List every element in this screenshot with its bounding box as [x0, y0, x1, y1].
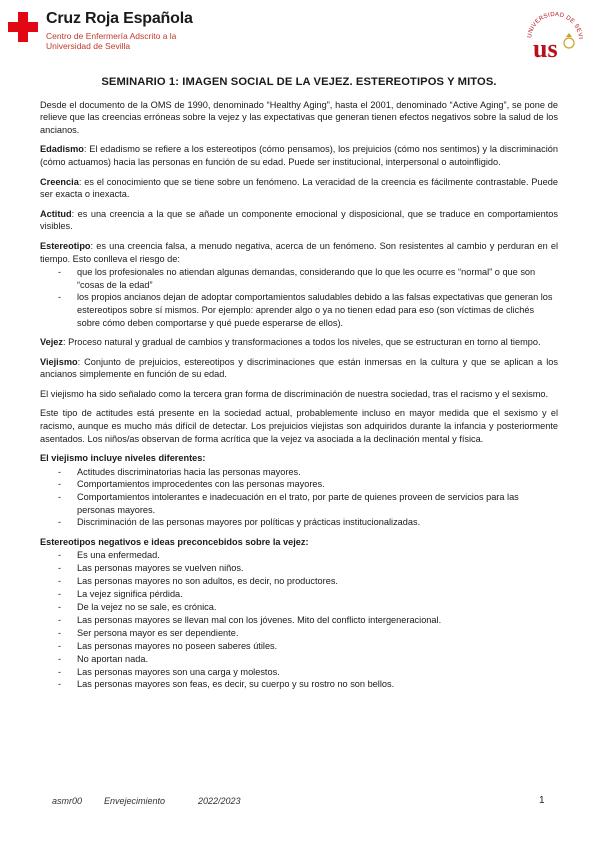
list-item: - De la vejez no se sale, es crónica.	[40, 601, 558, 614]
definition-creencia	[40, 176, 558, 201]
actitudes-paragraph: Este tipo de actitudes está presente en la sociedad actual, probablemente incluso en mayor medida que el sexismo y el racismo, aunque es mucho más difícil de detectar. Los prejuicios viejistas son adquiridos durante la infancia y posteriormente asentados. Los niños/as observan de forma acrítica que la vejez va asociada a la declinación mental y física.	[40, 408, 558, 444]
definition-text: : El edadismo se refiere a los estereotipos (cómo pensamos), los prejuicios (cómo nos sentimos) y la discriminación (cómo actuamos) hacia las personas en función de su edad. Puede ser institucional, interpersonal o autoinfligido.	[40, 144, 558, 167]
org-subtitle: Centro de Enfermería Adscrito a la Universidad de Sevilla	[46, 31, 177, 51]
definition-estereotipo	[40, 240, 558, 265]
list-item: - que los profesionales no atiendan algunas demandas, considerando que lo que les ocurre es “normal” o que son “cosas de la edad”	[40, 266, 558, 291]
page-number: 1	[539, 795, 545, 806]
definition-vejez	[40, 336, 558, 349]
document-body	[40, 76, 558, 698]
definition-text: : es una creencia a la que se añade un componente emocional y disposicional, que se traduce en comportamientos visibles.	[40, 208, 558, 232]
red-cross-icon	[8, 12, 38, 42]
list-item: - Las personas mayores se vuelven niños.	[40, 562, 558, 575]
list-item: - No aportan nada.	[40, 653, 558, 666]
definition-text: : Proceso natural y gradual de cambios y transformaciones a todos los niveles, que se estructuran en torno al tiempo.	[63, 337, 541, 348]
term-label: Edadismo	[40, 144, 84, 155]
university-arc-text: UNIVERSIDAD DE SEVI	[527, 11, 584, 40]
definition-edadismo	[40, 143, 558, 168]
list-item: - Es una enfermedad.	[40, 549, 558, 562]
footer-author: asmr00	[52, 796, 83, 806]
term-label: Vejez	[40, 337, 63, 348]
definition-text: : es el conocimiento que se tiene sobre un fenómeno. La veracidad de la creencia es fácilmente contrastable. Puede ser exacta o inexacta.	[40, 176, 558, 200]
term-label: Actitud	[40, 208, 72, 219]
universidad-sevilla-logo	[523, 6, 587, 62]
estereotipo-risk-list	[40, 266, 558, 329]
page-title: SEMINARIO 1: IMAGEN SOCIAL DE LA VEJEZ. ESTEREOTIPOS Y MITOS.	[101, 76, 497, 88]
definition-text: : es una creencia falsa, a menudo negativa, acerca de un fenómeno. Son resistentes al cambio y perduran en el tiempo. Esto conlleva el riesgo de:	[40, 240, 558, 264]
university-mark: us	[533, 34, 558, 62]
list-item: - Comportamientos intolerantes e inadecuación en el trato, por parte de quienes proveen de servicios para las personas mayores.	[40, 491, 558, 516]
footer-year: 2022/2023	[198, 796, 241, 806]
org-name: Cruz Roja Española	[46, 10, 193, 27]
definition-actitud	[40, 208, 558, 233]
definition-viejismo	[40, 356, 558, 381]
term-label: Estereotipo	[40, 240, 91, 251]
cruz-roja-logo	[8, 10, 208, 58]
viejismo-paragraph: El viejismo ha sido señalado como la tercera gran forma de discriminación de nuestra sociedad, tras el racismo y el sexismo.	[40, 388, 549, 399]
estereotipos-heading: Estereotipos negativos e ideas preconcebidos sobre la vejez:	[40, 536, 309, 547]
niveles-list	[40, 466, 558, 529]
list-item: - Las personas mayores se llevan mal con los jóvenes. Mito del conflicto intergeneracional.	[40, 614, 558, 627]
list-item: - Discriminación de las personas mayores por políticas y prácticas institucionalizadas.	[40, 516, 558, 529]
footer-subject: Envejecimiento	[104, 796, 166, 806]
list-item: - los propios ancianos dejan de adoptar comportamientos saludables debido a las falsas expectativas que generan los estereotipos sobre sí mismos. Por ejemplo: aprender algo o ya no tienen edad para eso (son víctimas de clichés sobre cómo deben comportarse y qué puede esperarse de ellos).	[40, 291, 558, 329]
list-item: - Actitudes discriminatorias hacia las personas mayores.	[40, 466, 558, 479]
list-item: - Las personas mayores no poseen saberes útiles.	[40, 640, 558, 653]
niveles-heading: El viejismo incluye niveles diferentes:	[40, 453, 206, 464]
definition-text: : Conjunto de prejuicios, estereotipos y discriminaciones que están inmersas en la cultura y que se aplican a los ancianos simplemente en función de su edad.	[40, 356, 558, 380]
list-item: - Las personas mayores son feas, es decir, su cuerpo y su rostro no son bellos.	[40, 678, 558, 691]
list-item: - Las personas mayores son una carga y molestos.	[40, 666, 558, 679]
estereotipos-list	[40, 549, 558, 691]
list-item: - Ser persona mayor es ser dependiente.	[40, 627, 558, 640]
intro-paragraph: Desde el documento de la OMS de 1990, denominado “Healthy Aging”, hasta el 2001, denominado “Active Aging”, se pone de relieve que las creencias erróneas sobre la vejez y las expectativas que generan tienen efectos negativos sobre la salud de los ancianos.	[40, 99, 558, 135]
term-label: Viejismo	[40, 356, 78, 367]
list-item: - La vejez significa pérdida.	[40, 588, 558, 601]
list-item: - Comportamientos improcedentes con las personas mayores.	[40, 478, 558, 491]
list-item: - Las personas mayores no son adultos, es decir, no productores.	[40, 575, 558, 588]
term-label: Creencia	[40, 176, 79, 187]
university-seal-icon	[523, 6, 587, 62]
